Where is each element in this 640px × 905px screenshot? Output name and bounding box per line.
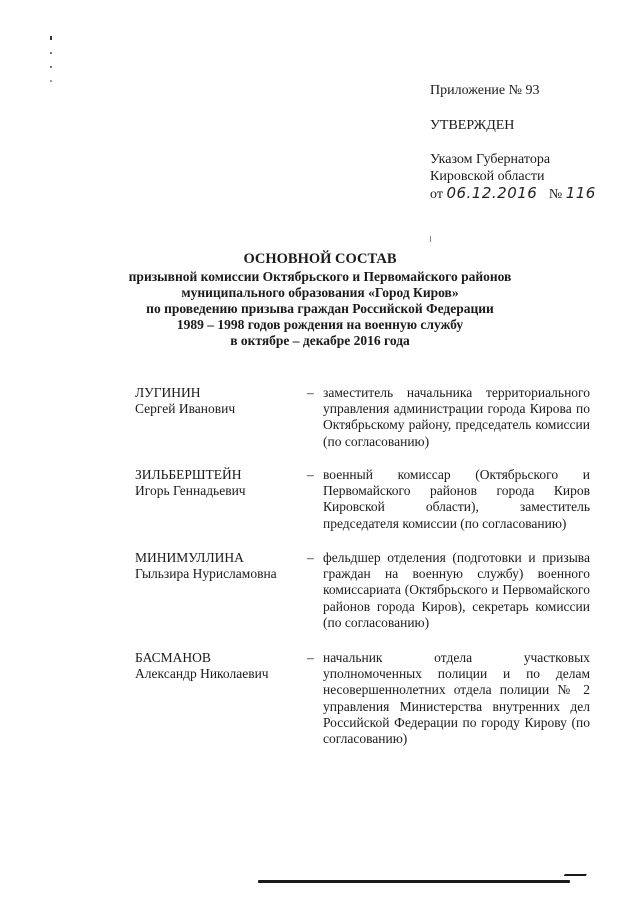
scan-mark (430, 236, 431, 242)
member-dash: – (307, 385, 314, 400)
member-description: фельдшер отделения (подготовки и призыва граждан на военную службу) военного комиссариата (Октябрьского и Первомайского районов города Киров), секретарь комиссии (по согласованию) (323, 550, 590, 630)
member-given-name: Игорь Геннадьевич (135, 483, 246, 499)
title-line: по проведению призыва граждан Российской Федерации (146, 301, 494, 316)
closing-line-end (559, 874, 587, 886)
member-name (135, 385, 307, 450)
member-description: заместитель начальника территориального управления администрации города Кирова по Октябрьскому району, председатель комиссии (по согласованию) (323, 385, 590, 449)
closing-line (258, 880, 570, 883)
member-surname: БАСМАНОВ (135, 650, 211, 665)
approval-block (430, 82, 630, 203)
margin-mark (50, 52, 52, 54)
member-name (135, 550, 307, 631)
decree-date-line (430, 185, 630, 203)
margin-mark (50, 36, 52, 40)
member-given-name: Сергей Иванович (135, 401, 236, 417)
handwritten-number: 116 (565, 184, 596, 202)
member-entry (135, 467, 590, 532)
document-title (100, 251, 540, 349)
member-entry (135, 385, 590, 450)
title-line: 1989 – 1998 годов рождения на военную службу (176, 317, 464, 332)
approved-label: УТВЕРЖДЕН (430, 118, 515, 133)
handwritten-date: 06.12.2016 (446, 184, 538, 202)
decree-line-1: Указом Губернатора (430, 152, 551, 167)
member-name (135, 650, 307, 747)
from-label: от (430, 187, 443, 202)
number-label: № (548, 187, 563, 202)
member-surname: МИНИМУЛЛИНА (135, 550, 244, 565)
title-line: в октябре – декабре 2016 года (230, 333, 410, 348)
member-surname: ЗИЛЬБЕРШТЕЙН (135, 467, 242, 482)
title-line: призывной комиссии Октябрьского и Первомайского районов (128, 269, 512, 284)
margin-mark (50, 80, 52, 82)
member-description: начальник отдела участковых уполномоченных полиции и по делам несовершеннолетних отдела полиции № 2 управления Министерства внутренних дел Российской Федерации по городу Кирову (по согласованию) (323, 650, 590, 747)
title-main: ОСНОВНОЙ СОСТАВ (243, 251, 397, 267)
member-description: военный комиссар (Октябрьского и Первомайского районов города Киров Кировской области), заместитель председателя комиссии (по согласованию) (323, 467, 590, 531)
member-dash: – (307, 550, 314, 565)
member-entry (135, 550, 590, 631)
member-given-name: Гыльзира Нурисламовна (135, 566, 277, 582)
decree-line-2: Кировской области (430, 169, 545, 184)
member-name (135, 467, 307, 532)
member-dash: – (307, 650, 314, 665)
member-given-name: Александр Николаевич (135, 666, 269, 682)
title-line: муниципального образования «Город Киров» (181, 285, 459, 300)
appendix-label: Приложение № 93 (430, 83, 540, 98)
margin-mark (50, 66, 52, 68)
member-dash: – (307, 467, 314, 482)
member-entry (135, 650, 590, 747)
member-surname: ЛУГИНИН (135, 385, 201, 400)
